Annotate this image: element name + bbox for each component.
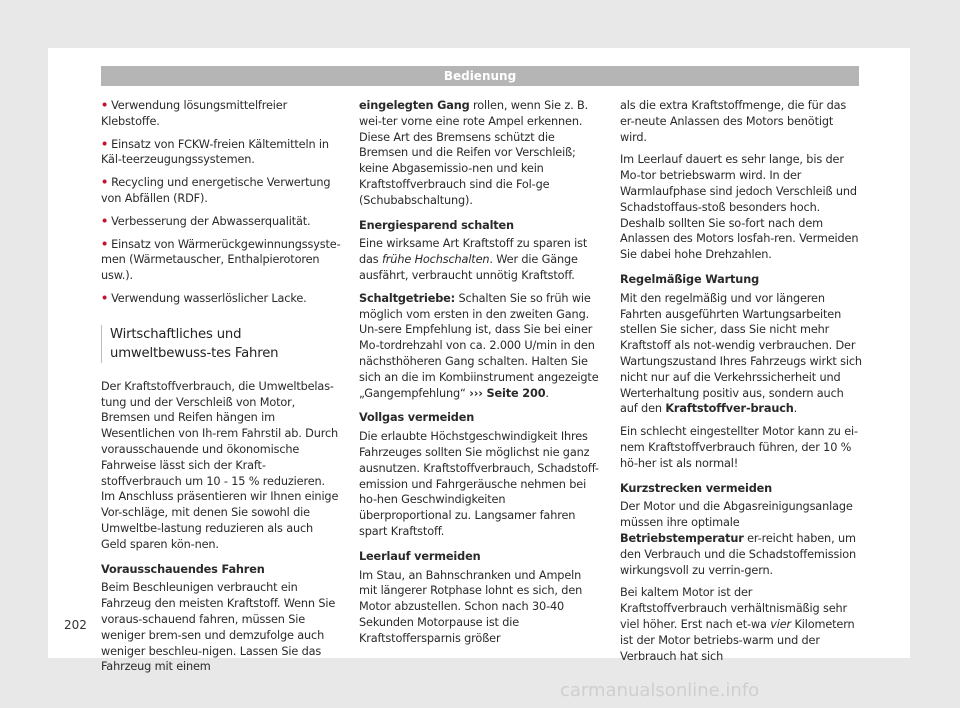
bullet-icon: • bbox=[101, 291, 109, 305]
bullet-icon: • bbox=[101, 176, 109, 190]
paragraph: Die erlaubte Höchstgeschwindigkeit Ihres Fahrzeuges sollten Sie möglichst nie ganz ausnutzen. Kraftstoffverbrauch, Schadstoff-emission und Fahrgeräusche nehmen bei ho-hen Geschwindigkeiten überproportional zu. Langsamer fahren spart Kraftstoff. bbox=[359, 430, 599, 538]
list-item: • Verwendung wasserlöslicher Lacke. bbox=[101, 291, 307, 305]
list-item: • Verwendung lösungsmittelfreier Klebstoffe. bbox=[101, 99, 288, 128]
section-title: Wirtschaftliches und umweltbewuss-tes Fahren bbox=[101, 325, 341, 363]
subheading: Vollgas vermeiden bbox=[359, 411, 475, 425]
column-middle bbox=[359, 98, 601, 654]
list-item: • Verbesserung der Abwasserqualität. bbox=[101, 214, 311, 228]
column-left bbox=[101, 98, 341, 682]
list-item: • Einsatz von FCKW-freien Kältemitteln in Käl-teerzeugungssystemen. bbox=[101, 137, 329, 167]
watermark: carmanualsonline.info bbox=[560, 680, 760, 701]
paragraph: Schaltgetriebe: Schalten Sie so früh wie möglich vom ersten in den zweiten Gang. Un-sere Empfehlung ist, dass Sie bei einer Mo-tordrehzahl von ca. 2.000 U/min in den nächsthöheren Gang schalten. Halten Sie sich an die im Kombiinstrument angezeigte „Gangempfehlung“ ››› Seite 200. bbox=[359, 291, 599, 400]
paragraph: Bei kaltem Motor ist der Kraftstoffverbrauch verhältnismäßig sehr viel höher. Erst nach et-wa vier Kilometern ist der Motor betriebs-warm und der Verbrauch hat sich bbox=[620, 586, 855, 663]
paragraph: Im Leerlauf dauert es sehr lange, bis der Mo-tor betriebswarm wird. In der Warmlaufphase sind jedoch Verschleiß und Schadstoffaus-stoß besonders hoch. Deshalb sollten Sie so-fort nach dem Anlassen des Motors losfah-ren. Vermeiden Sie dabei hohe Drehzahlen. bbox=[620, 153, 859, 262]
paragraph: als die extra Kraftstoffmenge, die für das er-neute Anlassen des Motors benötigt wird. bbox=[620, 99, 847, 144]
bullet-icon: • bbox=[101, 99, 109, 112]
bullet-icon: • bbox=[101, 137, 109, 151]
list-item: • Recycling und energetische Verwertung von Abfällen (RDF). bbox=[101, 176, 331, 205]
page-number: 202 bbox=[64, 618, 87, 632]
page-header: Bedienung bbox=[101, 66, 859, 86]
paragraph: Ein schlecht eingestellter Motor kann zu ei-nem Kraftstoffverbrauch führen, der 10 % hö-her ist als normal! bbox=[620, 425, 858, 470]
subheading: Kurzstrecken vermeiden bbox=[620, 481, 773, 495]
bullet-icon: • bbox=[101, 214, 109, 228]
column-right bbox=[620, 98, 862, 671]
paragraph: Mit den regelmäßig und vor längeren Fahrten ausgeführten Wartungsarbeiten stellen Sie sicher, dass Sie nicht mehr Kraftstoff als not-wendig verbrauchen. Der Wartungszustand Ihres Fahrzeugs wirkt sich nicht nur auf die Verkehrssicherheit und Werterhaltung positiv aus, sondern auch auf den Kraftstoffver-brauch. bbox=[620, 291, 862, 416]
list-item: • Einsatz von Wärmerückgewinnungssyste-men (Wärmetauscher, Enthalpierotoren usw.). bbox=[101, 237, 341, 283]
subheading: Energiesparend schalten bbox=[359, 218, 514, 232]
paragraph: Der Motor und die Abgasreinigungsanlage müssen ihre optimale Betriebstemperatur er-reicht haben, um den Verbrauch und die Schadstoffemission wirkungsvoll zu verrin-gern. bbox=[620, 500, 857, 577]
bullet-icon: • bbox=[101, 237, 109, 251]
paragraph: Beim Beschleunigen verbraucht ein Fahrzeug den meisten Kraftstoff. Wenn Sie voraus-schauend fahren, müssen Sie weniger brem-sen und demzufolge auch weniger beschleu-nigen. Lassen Sie das Fahrzeug mit einem bbox=[101, 581, 336, 674]
subheading: Leerlauf vermeiden bbox=[359, 549, 481, 563]
paragraph-intro: Der Kraftstoffverbrauch, die Umweltbelas-tung und der Verschleiß von Motor, Bremsen und Reifen hängen im Wesentlichen von Ih-rem Fahrstil ab. Durch vorausschauende und ökonomische Fahrweise lässt sich der Kraft-stoffverbrauch um 10 - 15 % reduzieren. Im Anschluss präsentieren wir Ihnen einige Vor-schläge, mit denen Sie sowohl die Umweltbe-lastung reduzieren als auch Geld sparen kön-nen. bbox=[101, 379, 339, 551]
subheading: Regelmäßige Wartung bbox=[620, 272, 760, 286]
paragraph: eingelegten Gang rollen, wenn Sie z. B. wei-ter vorne eine rote Ampel erkennen. Diese Art des Bremsens schützt die Bremsen und die Reifen vor Verschleiß; keine Abgasemissio-nen und kein Kraftstoffverbrauch sind die Fol-ge (Schubabschaltung). bbox=[359, 99, 589, 207]
subheading: Vorausschauendes Fahren bbox=[101, 562, 265, 576]
paragraph: Eine wirksame Art Kraftstoff zu sparen ist das frühe Hochschalten. Wer die Gänge ausfährt, verbraucht unnötig Kraftstoff. bbox=[359, 237, 588, 282]
paragraph: Im Stau, an Bahnschranken und Ampeln mit längerer Rotphase lohnt es sich, den Motor abzustellen. Schon nach 30-40 Sekunden Motorpause ist die Kraftstoffersparnis größer bbox=[359, 568, 583, 645]
page-reference-link[interactable]: ››› Seite 200 bbox=[469, 386, 546, 400]
